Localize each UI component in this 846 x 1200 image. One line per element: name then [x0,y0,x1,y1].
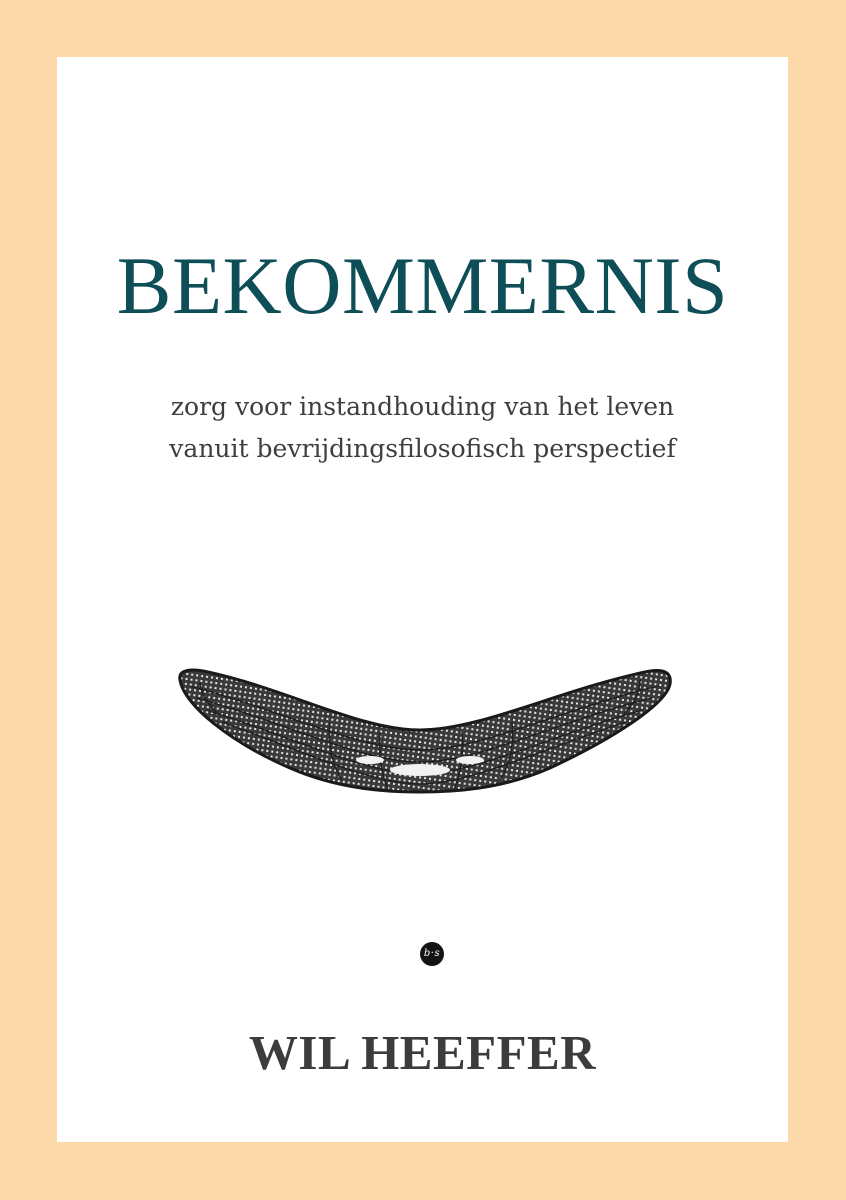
diatom-illustration [170,610,675,795]
book-subtitle [57,386,788,470]
subtitle-line-2: vanuit bevrijdingsfilosofisch perspectief [169,434,676,463]
publisher-logo-text: b·s [423,948,441,959]
author-name: WIL HEEFFER [248,1025,597,1080]
publisher-logo [420,942,444,966]
book-cover [57,57,788,1142]
subtitle-line-1: zorg voor instandhouding van het leven [170,392,675,421]
book-title: BEKOMMERNIS [116,240,729,331]
